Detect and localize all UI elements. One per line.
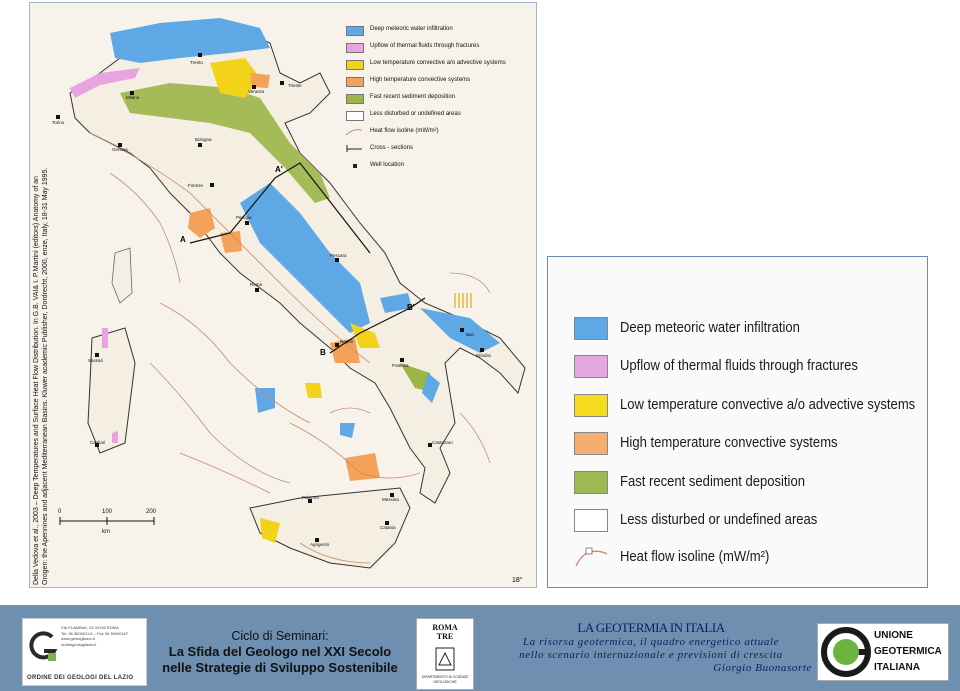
ugi-line-1: UNIONE — [874, 630, 913, 641]
map-scale-bar — [58, 509, 158, 539]
roma-tre-emblem-icon — [435, 647, 455, 671]
legend-swatch — [574, 471, 608, 494]
legend-label: Low temperature convective a/o advective systems — [370, 60, 506, 66]
legend-label: Deep meteoric water infiltration — [620, 320, 800, 336]
presentation-title — [490, 620, 812, 675]
legend-label: Upflow of thermal fluids through fractures — [370, 43, 480, 49]
city-label: Bologna — [195, 137, 212, 142]
geo-subtitle-2: nello scenario internazionale e previsioni di crescita — [519, 649, 783, 661]
scale-label-100: 100 — [102, 509, 113, 515]
legend-swatch — [346, 77, 364, 87]
city-label: Messina — [382, 497, 399, 502]
legend-swatch — [574, 317, 608, 340]
legend-swatch — [346, 60, 364, 70]
legend-swatch — [346, 111, 364, 121]
city-label: Agrigento — [310, 542, 330, 547]
zoom-legend-item — [574, 507, 924, 535]
zoomed-legend — [547, 256, 928, 588]
author: Giorgio Buonasorte — [713, 662, 812, 674]
city-label: Milano — [126, 95, 140, 100]
city-label: Palermo — [302, 495, 319, 500]
ugi-line-3: ITALIANA — [874, 662, 920, 673]
ugi-line-2: GEOTERMICA — [874, 646, 942, 657]
city-label: Brindisi — [476, 353, 491, 358]
seminar-line-1: Ciclo di Seminari: — [231, 629, 329, 643]
legend-swatch — [574, 432, 608, 455]
map-legend-item — [346, 127, 536, 139]
map-legend-item — [346, 110, 536, 122]
section-label: A — [180, 235, 186, 244]
map-legend-item — [346, 42, 536, 54]
legend-label: High temperature convective systems — [620, 435, 838, 451]
legend-swatch — [346, 26, 364, 36]
longitude-label: 18° — [512, 577, 523, 584]
map-legend-item — [346, 161, 536, 173]
cross-section-symbol-icon — [346, 144, 362, 152]
og-name: ORDINE DEI GEOLOGI DEL LAZIO — [27, 675, 134, 681]
geo-title: LA GEOTERMIA IN ITALIA — [577, 620, 725, 635]
scale-label-0: 0 — [58, 509, 62, 515]
city-label: Sassari — [88, 358, 104, 363]
seminar-line-3: nelle Strategie di Sviluppo Sostenibile — [162, 660, 398, 675]
legend-label: High temperature convective systems — [370, 77, 471, 83]
ugi-emblem-icon — [821, 627, 871, 677]
map-legend-item — [346, 93, 536, 105]
og-address: VIA FLAMINIA, 43 00196 ROMA Tel. 06 3600011.6 – Fax 06 36000167 www.geologilazio.it ordinegeologilazio.it — [61, 625, 129, 647]
legend-label: Upflow of thermal fluids through fractures — [620, 358, 858, 374]
seminar-title — [150, 628, 410, 676]
legend-label: Less disturbed or undefined areas — [620, 512, 818, 528]
zoom-legend-item — [574, 469, 924, 497]
figure-citation — [32, 168, 50, 585]
city-label: Bari — [466, 332, 475, 337]
ugi-logo — [817, 623, 949, 681]
map-legend-item — [346, 76, 536, 88]
citation-line-1: Della Vedova et al., 2003 – Deep Temperatures and Surface Heat Flow Distribution. In G.B. VAI& I. P.Martini (editors) Anatomy of an — [33, 176, 40, 585]
legend-label: Well location — [370, 162, 404, 168]
well-symbol-icon — [346, 161, 362, 169]
ordine-geologi-logo — [22, 618, 147, 686]
seminar-line-2: La Sfida del Geologo nel XXI Secolo — [168, 644, 392, 659]
legend-label: Fast recent sediment deposition — [620, 474, 805, 490]
section-label: B' — [407, 303, 415, 312]
legend-swatch — [346, 43, 364, 53]
roma-tre-department: DIPARTIMENTO DI SCIENZE GEOLOGICHE — [421, 675, 469, 684]
heat-flow-map — [29, 2, 537, 588]
roma-tre-name: ROMA TRE — [432, 623, 458, 641]
map-legend-item — [346, 25, 536, 37]
roma-tre-logo — [416, 618, 474, 690]
geo-subtitle-1: La risorsa geotermica, il quadro energetico attuale — [522, 636, 780, 648]
city-label: Pescara — [330, 253, 347, 258]
zoom-legend-item — [574, 353, 924, 381]
legend-label: Heat flow isoline (mW/m²) — [620, 549, 770, 565]
italy-map-drawing — [30, 3, 537, 588]
map-legend-item — [346, 59, 536, 71]
section-label: A' — [275, 165, 283, 174]
legend-swatch — [574, 509, 608, 532]
zoom-legend-item — [574, 392, 924, 420]
city-label: Perugia — [236, 215, 252, 220]
city-label: Venezia — [248, 89, 265, 94]
citation-line-2: Orogen: the Apennines and adjacent Mediterranean Basins. Kluwer academic Publisher, Dordrecht, 2000, enze, Italy, 18-31 May 1995. — [42, 167, 49, 585]
city-label: Catanzaro — [432, 440, 453, 445]
legend-label: Cross - sections — [370, 145, 414, 151]
city-label: Trento — [190, 60, 203, 65]
section-label: B — [320, 348, 326, 357]
scale-label-200: 200 — [146, 509, 157, 515]
city-label: Catania — [380, 525, 396, 530]
legend-label: Fast recent sediment deposition — [370, 94, 456, 100]
legend-swatch — [574, 394, 608, 417]
legend-swatch — [346, 94, 364, 104]
legend-label: Less disturbed or undefined areas — [370, 111, 461, 117]
isoline-symbol-icon — [346, 127, 362, 135]
city-label: Napoli — [340, 339, 353, 344]
city-label: Torino — [52, 120, 65, 125]
scale-unit: km — [102, 529, 110, 535]
map-legend-item — [346, 144, 536, 156]
zoom-legend-item — [574, 315, 924, 343]
og-logo-icon — [28, 629, 58, 663]
legend-label: Heat flow isoline (mW/m²) — [370, 128, 439, 134]
zoom-legend-item — [574, 430, 924, 458]
legend-swatch — [574, 355, 608, 378]
legend-label: Low temperature convective a/o advective systems — [620, 397, 916, 413]
city-label: Genova — [112, 147, 128, 152]
city-label: Potenza — [392, 363, 409, 368]
city-label: Firenze — [188, 183, 204, 188]
city-label: Cagliari — [90, 440, 106, 445]
legend-label: Deep meteoric water infiltration — [370, 26, 453, 32]
city-label: Trieste — [288, 83, 302, 88]
scale-bar-icon — [58, 515, 158, 529]
zoom-legend-item — [574, 544, 924, 572]
city-label: Roma — [250, 282, 263, 287]
isoline-symbol-icon — [574, 546, 608, 569]
